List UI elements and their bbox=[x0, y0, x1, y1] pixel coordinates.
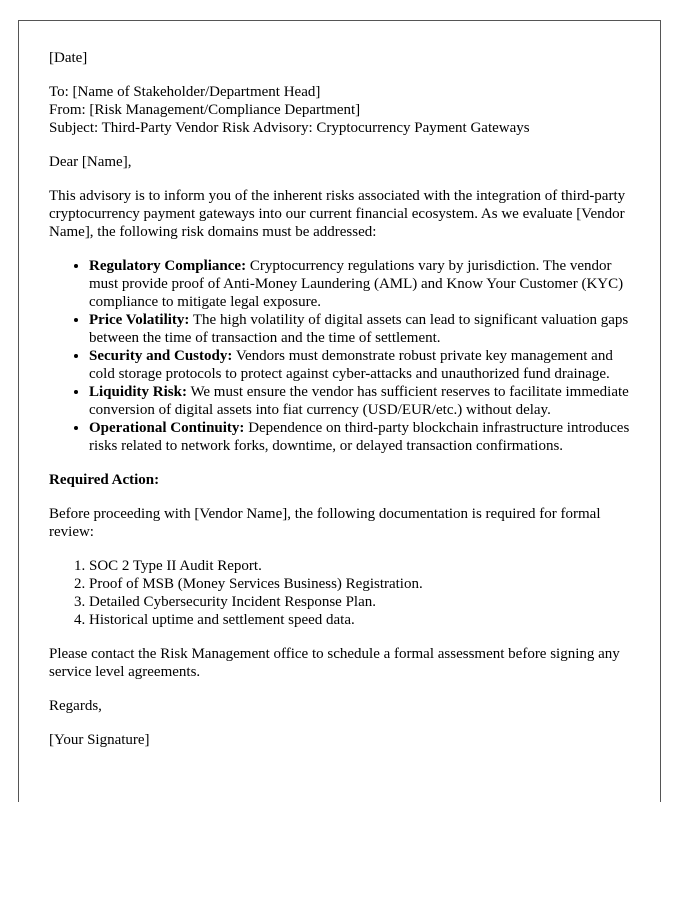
document-item: 2. Proof of MSB (Money Services Business) Registration. bbox=[89, 575, 630, 593]
risk-item bbox=[89, 257, 630, 311]
letter-page bbox=[18, 20, 661, 802]
required-action-heading bbox=[49, 471, 630, 489]
closing-paragraph: Please contact the Risk Management office to schedule a formal assessment before signing any service level agreements. bbox=[49, 646, 620, 680]
risk-item bbox=[89, 419, 630, 455]
letter-date: [Date] bbox=[49, 50, 88, 66]
risk-text: Vendors must demonstrate robust private key management and cold storage protocols to protect against cyber-attacks and unauthorized fund drainage. bbox=[89, 348, 613, 382]
letter-salutation: Dear [Name], bbox=[49, 154, 132, 170]
risk-text: The high volatility of digital assets can lead to significant valuation gaps between the time of transaction and the time of settlement. bbox=[89, 312, 629, 346]
document-item: 4. Historical uptime and settlement speed data. bbox=[89, 611, 630, 629]
letter-intro: This advisory is to inform you of the inherent risks associated with the integration of third-party cryptocurrency payment gateways into our current financial ecosystem. As we evaluate [Vendor Name], the following risk domains must be addressed: bbox=[49, 188, 626, 240]
letter-closing: Regards, bbox=[49, 698, 102, 714]
risk-text: Cryptocurrency regulations vary by jurisdiction. The vendor must provide proof of Anti-Money Laundering (AML) and Know Your Customer (KYC) compliance to mitigate legal exposure. bbox=[89, 258, 624, 310]
risk-text: We must ensure the vendor has sufficient reserves to facilitate immediate conversion of digital assets into fiat currency (USD/EUR/etc.) without delay. bbox=[89, 384, 629, 418]
document-item: 1. SOC 2 Type II Audit Report. bbox=[89, 557, 630, 575]
risk-item bbox=[89, 311, 630, 347]
risk-title: Operational Continuity: bbox=[89, 420, 245, 436]
risk-title: Regulatory Compliance: bbox=[89, 258, 247, 274]
risk-item bbox=[89, 347, 630, 383]
required-action-intro: Before proceeding with [Vendor Name], the following documentation is required for formal review: bbox=[49, 506, 601, 540]
letter-subject: Subject: Third-Party Vendor Risk Advisory: Cryptocurrency Payment Gateways bbox=[49, 120, 530, 136]
risk-title: Price Volatility: bbox=[89, 312, 190, 328]
documents-list bbox=[49, 557, 630, 629]
document-item: 3. Detailed Cybersecurity Incident Response Plan. bbox=[89, 593, 630, 611]
required-action-heading-text: Required Action: bbox=[49, 472, 160, 488]
letter-header bbox=[49, 83, 630, 137]
letter-signature: [Your Signature] bbox=[49, 732, 150, 748]
risk-text: Dependence on third-party blockchain infrastructure introduces risks related to network forks, downtime, or delayed transaction confirmations. bbox=[89, 420, 630, 454]
risk-title: Security and Custody: bbox=[89, 348, 233, 364]
letter-to: To: [Name of Stakeholder/Department Head] bbox=[49, 84, 321, 100]
risk-list bbox=[49, 257, 630, 455]
risk-item bbox=[89, 383, 630, 419]
letter-from: From: [Risk Management/Compliance Department] bbox=[49, 102, 361, 118]
risk-title: Liquidity Risk: bbox=[89, 384, 187, 400]
